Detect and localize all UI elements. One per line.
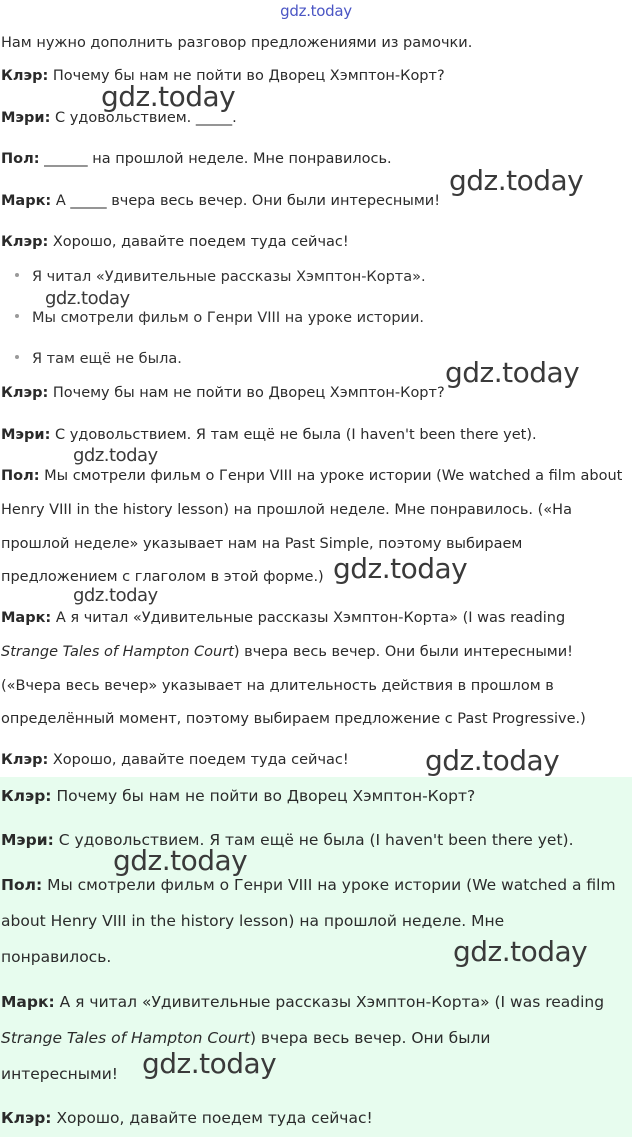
watermark-text: gdz.today xyxy=(73,445,158,466)
watermark-text: gdz.today xyxy=(425,744,560,777)
watermark-text: gdz.today xyxy=(333,552,468,585)
explained-line-8 xyxy=(1,642,573,662)
line-text: Почему бы нам не пойти во Дворец Хэмптон-Корт? xyxy=(48,68,445,84)
option-text: Мы смотрели фильм о Генри VIII на уроке истории. xyxy=(32,310,425,326)
line-text: ______ на прошлой неделе. Мне понравилось. xyxy=(39,151,392,167)
speaker: Пол: xyxy=(1,876,43,894)
line-text: Мы смотрели фильм о Генри VIII на уроке истории (We watched a film about xyxy=(39,468,623,484)
explained-line-10: определённый момент, поэтому выбираем предложение с Past Progressive.) xyxy=(1,711,586,727)
option-item xyxy=(15,349,182,369)
site-watermark-top: gdz.today xyxy=(280,2,352,20)
speaker: Пол: xyxy=(1,468,40,484)
line-text: С удовольствием. Я там ещё не была (I haven't been there yet). xyxy=(53,831,574,849)
explained-line-7 xyxy=(1,608,565,628)
explained-line-5: прошлой неделе» указывает нам на Past Simple, поэтому выбираем xyxy=(1,536,523,552)
watermark-text: gdz.today xyxy=(45,288,130,309)
bullet-icon xyxy=(15,273,19,277)
answer-line-8: интересными! xyxy=(1,1065,119,1083)
speaker: Клэр: xyxy=(1,234,49,250)
answer-line-5: понравилось. xyxy=(1,948,112,966)
speaker: Марк: xyxy=(1,993,55,1011)
explained-line-6: предложением с глаголом в этой форме.) xyxy=(1,569,324,585)
speaker: Клэр: xyxy=(1,68,49,84)
option-item xyxy=(15,267,426,287)
speaker: Марк: xyxy=(1,610,52,626)
task-line-4 xyxy=(1,191,440,211)
answer-line-4: about Henry VIII in the history lesson) на прошлой неделе. Мне xyxy=(1,912,505,930)
watermark-text: gdz.today xyxy=(101,80,236,113)
watermark-text: gdz.today xyxy=(142,1047,277,1080)
line-text: Хорошо, давайте поедем туда сейчас! xyxy=(51,1109,373,1127)
speaker: Мэри: xyxy=(1,427,51,443)
explained-line-11 xyxy=(1,750,349,770)
intro-text: Нам нужно дополнить разговор предложениями из рамочки. xyxy=(1,35,473,51)
explained-line-9: («Вчера весь вечер» указывает на длительность действия в прошлом в xyxy=(1,678,554,694)
line-text: ) вчера весь вечер. Они были xyxy=(249,1029,491,1047)
line-text: ) вчера весь вечер. Они были интересными! xyxy=(233,644,573,660)
line-text: А я читал «Удивительные рассказы Хэмптон-Корта» (I was reading xyxy=(54,993,605,1011)
bullet-icon xyxy=(15,314,19,318)
speaker: Клэр: xyxy=(1,787,52,805)
watermark-text: gdz.today xyxy=(445,356,580,389)
option-text: Я читал «Удивительные рассказы Хэмптон-Корта». xyxy=(32,269,426,285)
explained-line-3 xyxy=(1,466,622,486)
line-text: С удовольствием. Я там ещё не была (I haven't been there yet). xyxy=(50,427,537,443)
line-text: Хорошо, давайте поедем туда сейчас! xyxy=(48,752,349,768)
answer-line-6 xyxy=(1,992,604,1012)
option-item xyxy=(15,308,424,328)
speaker: Пол: xyxy=(1,151,40,167)
speaker: Мэри: xyxy=(1,110,51,126)
speaker: Мэри: xyxy=(1,831,54,849)
explained-line-4: Henry VIII in the history lesson) на прошлой неделе. Мне понравилось. («На xyxy=(1,502,572,518)
line-text: Мы смотрели фильм о Генри VIII на уроке истории (We watched a film xyxy=(42,876,616,894)
speaker: Клэр: xyxy=(1,1109,52,1127)
line-text: А _____ вчера весь вечер. Они были интересными! xyxy=(51,193,441,209)
option-text: Я там ещё не была. xyxy=(32,351,182,367)
answer-line-3 xyxy=(1,875,616,895)
line-text: Почему бы нам не пойти во Дворец Хэмптон-Корт? xyxy=(51,787,476,805)
task-line-3 xyxy=(1,149,392,169)
watermark-text: gdz.today xyxy=(449,164,584,197)
task-line-5 xyxy=(1,232,349,252)
speaker: Клэр: xyxy=(1,752,49,768)
speaker: Марк: xyxy=(1,193,52,209)
line-text: А я читал «Удивительные рассказы Хэмптон-Корта» (I was reading xyxy=(51,610,566,626)
watermark-text: gdz.today xyxy=(113,844,248,877)
answer-line-9 xyxy=(1,1108,373,1128)
line-text: Хорошо, давайте поедем туда сейчас! xyxy=(48,234,349,250)
watermark-text: gdz.today xyxy=(73,585,158,606)
book-title: Strange Tales of Hampton Court xyxy=(1,644,234,660)
explained-line-1 xyxy=(1,383,445,403)
line-text: Почему бы нам не пойти во Дворец Хэмптон-Корт? xyxy=(48,385,445,401)
bullet-icon xyxy=(15,355,19,359)
watermark-text: gdz.today xyxy=(453,935,588,968)
answer-line-7 xyxy=(1,1028,490,1048)
answer-line-1 xyxy=(1,786,475,806)
speaker: Клэр: xyxy=(1,385,49,401)
answer-line-2 xyxy=(1,830,574,850)
book-title: Strange Tales of Hampton Court xyxy=(1,1029,250,1047)
line-text: С удовольствием. _____. xyxy=(50,110,237,126)
explained-line-2 xyxy=(1,425,537,445)
